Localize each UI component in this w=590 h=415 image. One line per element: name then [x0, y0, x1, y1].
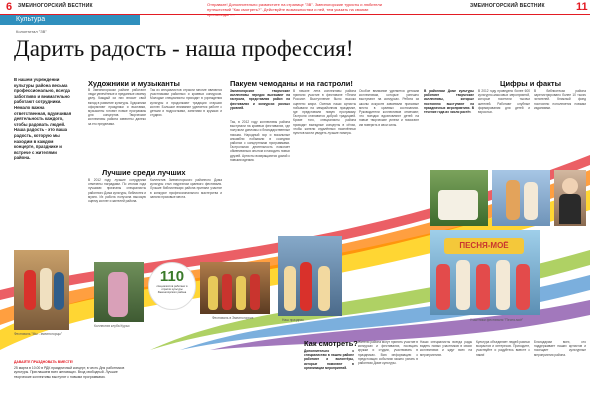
article-text-4b: В библиотеках района зарегистрировано более 10 тысяч читателей. Книжный фонд постоянно пополняется новыми изданиями.	[534, 89, 586, 110]
how-intro: Дополнительно к специалистам в нашем районе работают и волонтёры, которые помогают в организации мероприятий.	[304, 349, 354, 370]
article-text-2b: Коллектив Змеиногорского районного Дома культуры стал лауреатом краевого фестиваля. Лучшие библиотекари района приняли участие в конкурсе профессионального мастерства и заняли призовые места.	[150, 178, 222, 199]
article-text-1b: Так из специалистов отрасли многие являются участниками районных и краевых конкурсов. Молодые специалисты приходят в учреждения культуры и продолжают традиции старших коллег. Большое внимание уделяется работе с детьми и подростками, занятиям в кружках и студиях.	[150, 88, 222, 118]
photo-group	[430, 170, 488, 226]
header-announcement: Отправьте! Дополнительно разместите на странице "ЗВ". Змеиногорские туристы и любители путешествий "Как смотреть?". Действуйте возможностям и ней, тем указать на своими пропаганды ....	[207, 2, 382, 17]
article-text-5d: Благодарим всех, кто поддерживает наших артистов и посещает культурные мероприятия района.	[534, 340, 586, 357]
article-text-3b: В начале лета коллективы района приняли участие в фестивале «Песни России». Выступление было высоко оценено жюри. Осенью наши артисты побывали на межрайонном празднике, где представили новую программу. Гастроли становятся доброй традицией. Кроме того, специалисты района проводят выездные концерты в сёлах, чтобы жители отдалённых населённых пунктов могли увидеть лучшие номера.	[293, 89, 356, 136]
travel-intro: Змеиногорские творческие коллективы нередко выезжают на гастроли, представляя район на фестивалях и конкурсах разных уровней.	[230, 89, 290, 110]
lead-paragraph: В нашем учреждении культуры района весьма профессионально, всегда заботливо и внимательно работают сотрудники. Немало важна ответственная, вдумчивая деятельность каждого, чтобы радовать людей. Наша радость - это ваша радость, которую мы находим в каждом концерте, празднике и встрече с жителями района.	[14, 77, 72, 161]
subhead-facts: Цифры и факты	[500, 79, 561, 88]
section-rubric: Культура	[0, 15, 140, 25]
photo-festival	[14, 250, 69, 330]
stat-bubble	[148, 262, 196, 310]
caption-photo1: Фестиваль "Мы - змеиногорцы"	[14, 332, 62, 336]
page-header	[0, 0, 590, 15]
photo-banner	[430, 230, 540, 315]
article-text-5c: Культура объединяет людей разных возрастов и интересов. Приходите, участвуйте и радуйтесь вместе с нами!	[476, 340, 530, 357]
article-text-5a: Жители района могут принять участие в конкурсах и фестивалях, посещать кружки и студии, участвовать в праздниках. Всю информацию о предстоящих событиях можно узнать в районном Доме культуры.	[358, 340, 418, 366]
facts-intro: В районном Доме культуры работают творческие коллективы, которые постоянно выступают на праздничных мероприятиях. В течение года их число растёт.	[424, 89, 474, 115]
caption-photo2: Коллектив клуба Курьи	[94, 324, 130, 328]
footnote-text: 25 марта в 10.00 в РДК праздничный концерт, в честь Дня работников культуры. Приглашаем всех желающих. Вход свободный. Лучшие творческие коллективы выступят с новыми программами.	[14, 366, 125, 379]
footnote-title: ДАВАЙТЕ ПРАЗДНОВАТЬ ВМЕСТЕ!	[14, 360, 74, 364]
article-text-3c: Особое внимание уделяется детским коллективам, которые успешно выступают на конкурсах. Ребята из школы искусств завоевали призовые места в краевых состязаниях. Руководители коллективов отмечают, что поездки вдохновляют детей на новые творческие успехи и помогают им поверить в свои силы.	[359, 89, 419, 127]
subhead-best: Лучшие среди лучших	[102, 168, 186, 177]
photo-festival-2	[200, 262, 270, 314]
author-line: Колонтитал "ЗВ"	[16, 29, 47, 34]
masthead-right: ЗМЕИНОГОРСКИЙ ВЕСТНИК	[470, 3, 545, 9]
banner-text: ПЕСНЯ-МОЁ	[444, 238, 524, 254]
masthead-left: ЗМЕИНОГОРСКИЙ ВЕСТНИК	[18, 3, 93, 9]
photo-celebration	[278, 236, 342, 316]
article-text-3a: Так, в 2012 году коллективы района выступали на краевых фестивалях, где получили дипломы и благодарственные письма. Народный хор и вокальные ансамбли побывали в соседних районах с концертными программами. Гастрольная деятельность помогает обмениваться опытом и находить новых друзей. Артисты возвращаются домой с новыми идеями.	[230, 120, 290, 162]
photo-club	[94, 262, 144, 322]
caption-photo4: Наш праздник	[282, 318, 304, 322]
subhead-travel: Пакуем чемоданы и на гастроли!	[230, 79, 353, 88]
footnote-block	[14, 360, 134, 412]
article-text-2a: В 2012 году лучшие сотрудники отмечены наградами. По итогам года лучшими признаны специалисты районного Дома культуры, библиотек и музея. Их работа получила высокую оценку коллег и жителей района.	[88, 178, 146, 204]
photo-stage	[492, 170, 550, 226]
stat-caption: специалистов работают в отрасли культуры Змеиногорского района	[156, 285, 188, 294]
page-headline: Дарить радость - наша профессия!	[14, 36, 354, 61]
caption-photo3: Фестиваль в Змеиногорске	[212, 316, 254, 320]
article-text-5b: Наши специалисты всегда рады видеть новых участников в своих коллективах и ждут всех на мероприятиях.	[420, 340, 472, 357]
stat-number: 110	[159, 268, 185, 285]
photo-portrait	[554, 170, 586, 226]
caption-photo5: Участники фестиваля "Песня-моё"	[470, 318, 524, 322]
subhead-artists: Художники и музыканты	[88, 79, 180, 88]
page-number-right: 11	[576, 1, 588, 13]
article-text-4a: В 2012 году проведено более 600 культурно-массовых мероприятий, которые посетили тысячи жителей. Работают клубные формирования для детей и взрослых.	[478, 89, 530, 115]
article-text-1a: В Змеиногорском районе работают люди увлечённые и преданные своему делу. Каждый из них вносит свой вклад в развитие культуры. Художники оформляют праздники и выставки, музыканты готовят новые программы для концертов. Творческие коллективы района известны далеко за его пределами.	[88, 88, 146, 126]
page-number-left: 6	[6, 1, 13, 13]
subhead-how: Как смотреть?	[304, 339, 358, 348]
